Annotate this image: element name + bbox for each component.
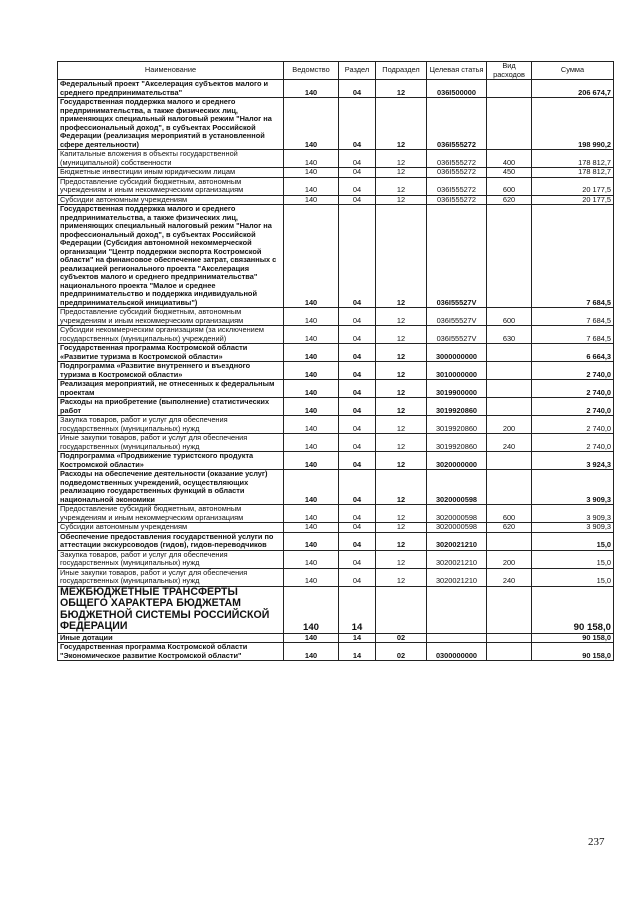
cell-dept: 140 (284, 80, 339, 98)
cell-target: 3020000598 (427, 470, 487, 505)
cell-target (427, 633, 487, 643)
cell-sum: 2 740,0 (532, 362, 614, 380)
table-row (58, 344, 614, 362)
cell-exptype (487, 80, 532, 98)
table-row (58, 150, 614, 168)
cell-sum: 20 177,5 (532, 177, 614, 195)
cell-dept: 140 (284, 586, 339, 633)
cell-section: 04 (339, 452, 376, 470)
cell-exptype: 200 (487, 550, 532, 568)
cell-subsection: 12 (376, 532, 427, 550)
header-subsection: Подраздел (376, 62, 427, 80)
cell-dept: 140 (284, 633, 339, 643)
cell-dept: 140 (284, 205, 339, 308)
cell-subsection: 12 (376, 177, 427, 195)
cell-dept: 140 (284, 398, 339, 416)
table-row (58, 470, 614, 505)
cell-name: Закупка товаров, работ и услуг для обеспечения государственных (муниципальных) нужд (58, 550, 284, 568)
cell-name: Иные закупки товаров, работ и услуг для обеспечения государственных (муниципальных) нужд (58, 434, 284, 452)
cell-dept: 140 (284, 550, 339, 568)
cell-name: Капитальные вложения в объекты государственной (муниципальной) собственности (58, 150, 284, 168)
cell-name: Предоставление субсидий бюджетным, автономным учреждениям и иным некоммерческим организациям (58, 505, 284, 523)
cell-exptype: 450 (487, 168, 532, 178)
table-row (58, 452, 614, 470)
cell-dept: 140 (284, 470, 339, 505)
header-dept: Ведомство (284, 62, 339, 80)
cell-dept: 140 (284, 643, 339, 661)
table-row (58, 205, 614, 308)
cell-section: 04 (339, 308, 376, 326)
cell-sum: 3 924,3 (532, 452, 614, 470)
cell-sum: 3 909,3 (532, 505, 614, 523)
cell-section: 04 (339, 326, 376, 344)
cell-section: 04 (339, 205, 376, 308)
table-row (58, 362, 614, 380)
cell-exptype (487, 205, 532, 308)
cell-target: 036I55527V (427, 308, 487, 326)
cell-target: 3019920860 (427, 434, 487, 452)
cell-sum: 198 990,2 (532, 98, 614, 150)
cell-subsection: 12 (376, 550, 427, 568)
budget-table (57, 61, 614, 661)
cell-section: 04 (339, 568, 376, 586)
table-header-row (58, 62, 614, 80)
cell-dept: 140 (284, 195, 339, 205)
cell-sum: 6 664,3 (532, 344, 614, 362)
cell-exptype: 240 (487, 568, 532, 586)
cell-sum: 206 674,7 (532, 80, 614, 98)
cell-sum: 7 684,5 (532, 205, 614, 308)
cell-subsection: 12 (376, 80, 427, 98)
cell-section: 04 (339, 434, 376, 452)
cell-target: 3019900000 (427, 380, 487, 398)
cell-section: 14 (339, 586, 376, 633)
cell-exptype (487, 532, 532, 550)
cell-subsection: 12 (376, 362, 427, 380)
cell-section: 04 (339, 470, 376, 505)
cell-section: 04 (339, 362, 376, 380)
cell-sum: 7 684,5 (532, 326, 614, 344)
cell-exptype (487, 398, 532, 416)
cell-subsection: 12 (376, 470, 427, 505)
table-row (58, 550, 614, 568)
cell-section: 04 (339, 344, 376, 362)
cell-name: Государственная программа Костромской области «Развитие туризма в Костромской области» (58, 344, 284, 362)
cell-section: 04 (339, 505, 376, 523)
cell-sum: 15,0 (532, 568, 614, 586)
cell-section: 04 (339, 195, 376, 205)
cell-section: 04 (339, 168, 376, 178)
cell-subsection: 12 (376, 416, 427, 434)
cell-name: Федеральный проект "Акселерация субъектов малого и среднего предпринимательства" (58, 80, 284, 98)
cell-exptype: 200 (487, 416, 532, 434)
cell-target: 036I555272 (427, 98, 487, 150)
cell-exptype (487, 470, 532, 505)
cell-exptype (487, 452, 532, 470)
table-row (58, 586, 614, 633)
cell-dept: 140 (284, 98, 339, 150)
table-body (58, 80, 614, 661)
cell-exptype: 240 (487, 434, 532, 452)
cell-name: Иные закупки товаров, работ и услуг для обеспечения государственных (муниципальных) нужд (58, 568, 284, 586)
table-row (58, 80, 614, 98)
cell-sum: 2 740,0 (532, 380, 614, 398)
cell-subsection: 02 (376, 643, 427, 661)
cell-target: 3000000000 (427, 344, 487, 362)
cell-subsection: 12 (376, 98, 427, 150)
cell-section: 04 (339, 532, 376, 550)
cell-target: 3019920860 (427, 416, 487, 434)
cell-name: Подпрограмма «Продвижение туристского продукта Костромской области» (58, 452, 284, 470)
cell-sum: 90 158,0 (532, 586, 614, 633)
table-row (58, 568, 614, 586)
cell-sum: 20 177,5 (532, 195, 614, 205)
cell-target (427, 586, 487, 633)
cell-exptype (487, 633, 532, 643)
cell-section: 04 (339, 550, 376, 568)
cell-dept: 140 (284, 452, 339, 470)
cell-name: Предоставление субсидий бюджетным, автономным учреждениям и иным некоммерческим организациям (58, 308, 284, 326)
cell-section: 04 (339, 398, 376, 416)
cell-exptype (487, 643, 532, 661)
cell-subsection: 12 (376, 195, 427, 205)
cell-sum: 2 740,0 (532, 434, 614, 452)
table-row (58, 398, 614, 416)
cell-subsection: 12 (376, 168, 427, 178)
cell-dept: 140 (284, 326, 339, 344)
cell-exptype: 600 (487, 177, 532, 195)
cell-target: 3020000000 (427, 452, 487, 470)
header-name: Наименование (58, 62, 284, 80)
cell-target: 036I555272 (427, 177, 487, 195)
cell-exptype: 600 (487, 505, 532, 523)
cell-target: 3019920860 (427, 398, 487, 416)
cell-name: Бюджетные инвестиции иным юридическим лицам (58, 168, 284, 178)
cell-sum: 2 740,0 (532, 398, 614, 416)
cell-subsection (376, 586, 427, 633)
cell-dept: 140 (284, 177, 339, 195)
cell-target: 3010000000 (427, 362, 487, 380)
header-exptype: Вид расходов (487, 62, 532, 80)
table-row (58, 523, 614, 533)
table-row (58, 416, 614, 434)
table-row (58, 380, 614, 398)
cell-target: 036I555272 (427, 195, 487, 205)
cell-target: 036I555272 (427, 150, 487, 168)
cell-section: 04 (339, 98, 376, 150)
cell-target: 3020021210 (427, 532, 487, 550)
cell-sum: 3 909,3 (532, 470, 614, 505)
table-row (58, 532, 614, 550)
cell-name: Субсидии автономным учреждениям (58, 523, 284, 533)
cell-name: Государственная программа Костромской области "Экономическое развитие Костромской области" (58, 643, 284, 661)
cell-exptype (487, 98, 532, 150)
cell-subsection: 02 (376, 633, 427, 643)
cell-dept: 140 (284, 380, 339, 398)
cell-subsection: 12 (376, 452, 427, 470)
cell-name: Субсидии некоммерческим организациям (за исключением государственных (муниципальных) учреждений) (58, 326, 284, 344)
header-sum: Сумма (532, 62, 614, 80)
cell-subsection: 12 (376, 308, 427, 326)
cell-sum: 15,0 (532, 550, 614, 568)
cell-sum: 3 909,3 (532, 523, 614, 533)
cell-exptype (487, 380, 532, 398)
cell-subsection: 12 (376, 434, 427, 452)
cell-dept: 140 (284, 568, 339, 586)
cell-subsection: 12 (376, 150, 427, 168)
cell-section: 04 (339, 416, 376, 434)
cell-name: Государственная поддержка малого и среднего предпринимательства, а также физических лиц, применяющих специальный налоговый режим "Налог на профессиональный доход", в субъектах Российской Федерации (реализация мероприятий в установленной сфере деятельности) (58, 98, 284, 150)
cell-sum: 90 158,0 (532, 643, 614, 661)
table-row (58, 434, 614, 452)
cell-target: 036I555272 (427, 168, 487, 178)
cell-sum: 178 812,7 (532, 168, 614, 178)
cell-name: Расходы на приобретение (выполнение) статистических работ (58, 398, 284, 416)
cell-dept: 140 (284, 532, 339, 550)
cell-dept: 140 (284, 150, 339, 168)
header-section: Раздел (339, 62, 376, 80)
cell-subsection: 12 (376, 344, 427, 362)
table-row (58, 326, 614, 344)
cell-exptype: 600 (487, 308, 532, 326)
cell-section: 04 (339, 80, 376, 98)
cell-subsection: 12 (376, 205, 427, 308)
table-row (58, 505, 614, 523)
cell-name: Реализация мероприятий, не отнесенных к федеральным проектам (58, 380, 284, 398)
table-row (58, 177, 614, 195)
cell-section: 14 (339, 633, 376, 643)
cell-section: 14 (339, 643, 376, 661)
cell-name: Закупка товаров, работ и услуг для обеспечения государственных (муниципальных) нужд (58, 416, 284, 434)
cell-name: МЕЖБЮДЖЕТНЫЕ ТРАНСФЕРТЫ ОБЩЕГО ХАРАКТЕРА БЮДЖЕТАМ БЮДЖЕТНОЙ СИСТЕМЫ РОССИЙСКОЙ ФЕДЕРАЦИИ (58, 586, 284, 633)
header-target: Целевая статья (427, 62, 487, 80)
cell-target: 036I55527V (427, 326, 487, 344)
cell-section: 04 (339, 523, 376, 533)
cell-dept: 140 (284, 416, 339, 434)
table-row (58, 643, 614, 661)
cell-sum: 90 158,0 (532, 633, 614, 643)
cell-target: 0300000000 (427, 643, 487, 661)
cell-subsection: 12 (376, 505, 427, 523)
cell-target: 036I55527V (427, 205, 487, 308)
table-row (58, 308, 614, 326)
cell-subsection: 12 (376, 380, 427, 398)
cell-name: Иные дотации (58, 633, 284, 643)
cell-exptype: 620 (487, 523, 532, 533)
cell-sum: 15,0 (532, 532, 614, 550)
cell-name: Обеспечение предоставления государственной услуги по аттестации экскурсоводов (гидов), гидов-переводчиков (58, 532, 284, 550)
cell-name: Подпрограмма «Развитие внутреннего и въездного туризма в Костромской области» (58, 362, 284, 380)
cell-target: 036I500000 (427, 80, 487, 98)
cell-sum: 2 740,0 (532, 416, 614, 434)
cell-exptype (487, 586, 532, 633)
cell-exptype (487, 344, 532, 362)
cell-subsection: 12 (376, 568, 427, 586)
cell-dept: 140 (284, 523, 339, 533)
cell-target: 3020000598 (427, 523, 487, 533)
table-row (58, 168, 614, 178)
cell-dept: 140 (284, 434, 339, 452)
cell-dept: 140 (284, 362, 339, 380)
cell-target: 3020000598 (427, 505, 487, 523)
cell-name: Субсидии автономным учреждениям (58, 195, 284, 205)
cell-subsection: 12 (376, 398, 427, 416)
cell-section: 04 (339, 380, 376, 398)
cell-section: 04 (339, 177, 376, 195)
cell-exptype (487, 362, 532, 380)
cell-target: 3020021210 (427, 550, 487, 568)
cell-section: 04 (339, 150, 376, 168)
cell-exptype: 630 (487, 326, 532, 344)
cell-dept: 140 (284, 168, 339, 178)
cell-name: Расходы на обеспечение деятельности (оказание услуг) подведомственных учреждений, осуществляющих реализацию государственных функций в области национальной экономики (58, 470, 284, 505)
cell-exptype: 400 (487, 150, 532, 168)
cell-dept: 140 (284, 308, 339, 326)
cell-sum: 178 812,7 (532, 150, 614, 168)
cell-subsection: 12 (376, 326, 427, 344)
cell-dept: 140 (284, 505, 339, 523)
table-row (58, 98, 614, 150)
cell-exptype: 620 (487, 195, 532, 205)
cell-dept: 140 (284, 344, 339, 362)
cell-name: Предоставление субсидий бюджетным, автономным учреждениям и иным некоммерческим организациям (58, 177, 284, 195)
cell-subsection: 12 (376, 523, 427, 533)
cell-sum: 7 684,5 (532, 308, 614, 326)
cell-target: 3020021210 (427, 568, 487, 586)
page-number: 237 (588, 836, 605, 848)
cell-name: Государственная поддержка малого и среднего предпринимательства, а также физических лиц, применяющих специальный налоговый режим "Налог на профессиональный доход", в субъектах Российской Федерации (Субсидия автономной некоммерческой организации "Центр поддержки экспорта Костромской области" на финансовое обеспечение затрат, связанных с реализацией регионального проекта "Акселерация субъектов малого и среднего предпринимательства" национального проекта "Малое и среднее предпринимательство и поддержка индивидуальной предпринимательской инициативы") (58, 205, 284, 308)
